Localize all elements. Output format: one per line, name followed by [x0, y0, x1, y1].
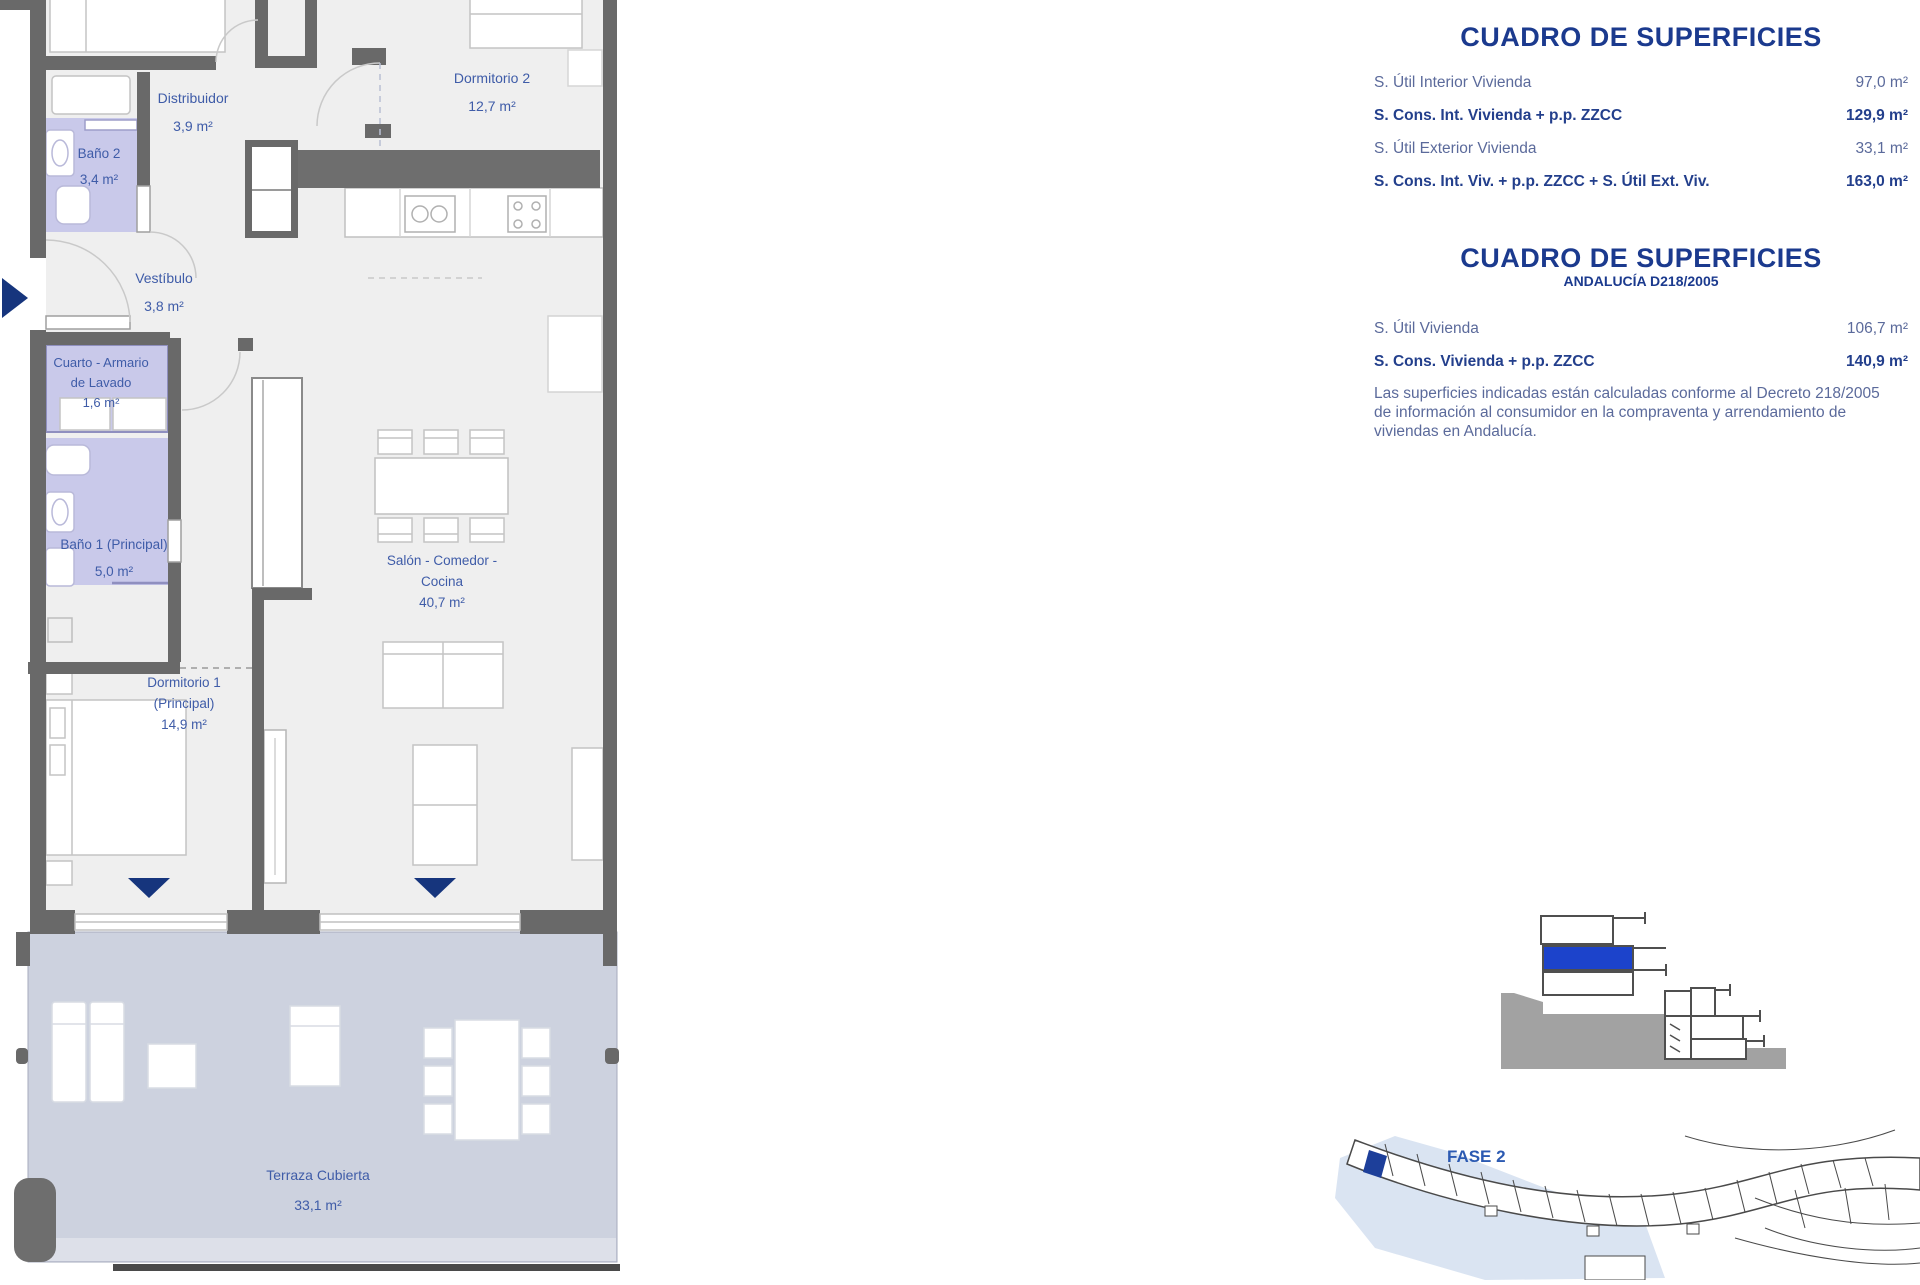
row-value: 33,1 m²: [1855, 140, 1908, 157]
room-label-vestibulo: Vestíbulo 3,8 m²: [135, 270, 193, 314]
row-value: 97,0 m²: [1855, 74, 1908, 91]
site-plan: [1335, 1128, 1920, 1280]
row-label: S. Útil Interior Vivienda: [1374, 74, 1532, 91]
row-value: 163,0 m²: [1845, 173, 1908, 190]
row-value: 129,9 m²: [1845, 107, 1908, 124]
table-row: [1374, 165, 1908, 198]
surface-table-2-title: CUADRO DE SUPERFICIES: [1460, 243, 1822, 273]
room-label-bano2: Baño 2 3,4 m²: [77, 146, 121, 187]
table-row: [1374, 99, 1908, 132]
surface-table-1-title: CUADRO DE SUPERFICIES: [1460, 22, 1822, 52]
row-label: S. Cons. Int. Vivienda + p.p. ZZCC: [1374, 107, 1623, 124]
row-label: S. Cons. Int. Viv. + p.p. ZZCC + S. Útil Ext. Viv.: [1374, 173, 1710, 190]
section-annex: [1665, 988, 1746, 1059]
room-label-distribuidor: Distribuidor 3,9 m²: [157, 90, 229, 134]
terrace-edge-strip: [29, 1238, 616, 1261]
room-label-dormitorio2: Dormitorio 2 12,7 m²: [453, 70, 531, 114]
surface-table-1: [1374, 22, 1908, 198]
surface-table-2: [1374, 243, 1908, 441]
phase-label: FASE 2: [1447, 1147, 1506, 1166]
table-row: [1374, 132, 1908, 165]
section-building: [1541, 916, 1633, 995]
building-section-key: [1480, 898, 1820, 1088]
room-label-dormitorio1: Dormitorio 1 (Principal) 14,9 m²: [147, 675, 221, 732]
row-value: 140,9 m²: [1845, 353, 1908, 370]
row-label: S. Cons. Vivienda + p.p. ZZCC: [1374, 353, 1595, 370]
room-label-cuarto-lavado: Cuarto - Armario de Lavado 1,6 m²: [53, 355, 149, 410]
room-label-salon: Salón - Comedor - Cocina 40,7 m²: [386, 553, 498, 610]
table-row: [1374, 66, 1908, 99]
room-label-terraza: Terraza Cubierta 33,1 m²: [266, 1167, 370, 1213]
entrance-arrow-icon: [2, 278, 28, 318]
table-row: [1374, 345, 1908, 378]
row-value: 106,7 m²: [1846, 320, 1908, 337]
row-label: S. Útil Exterior Vivienda: [1374, 140, 1537, 157]
room-label-bano1: Baño 1 (Principal) 5,0 m²: [60, 537, 168, 579]
surface-table-2-note: Las superficies indicadas están calculadas conforme al Decreto 218/2005 de información al consumidor en la compraventa y arrendamiento de viviendas en Andalucía.: [1374, 385, 1880, 440]
highlighted-floor: [1543, 946, 1633, 970]
surface-table-2-subtitle: ANDALUCÍA D218/2005: [1563, 273, 1719, 289]
table-row: [1374, 312, 1908, 345]
row-label: S. Útil Vivienda: [1374, 320, 1479, 337]
floor-plan: [0, 0, 660, 1280]
